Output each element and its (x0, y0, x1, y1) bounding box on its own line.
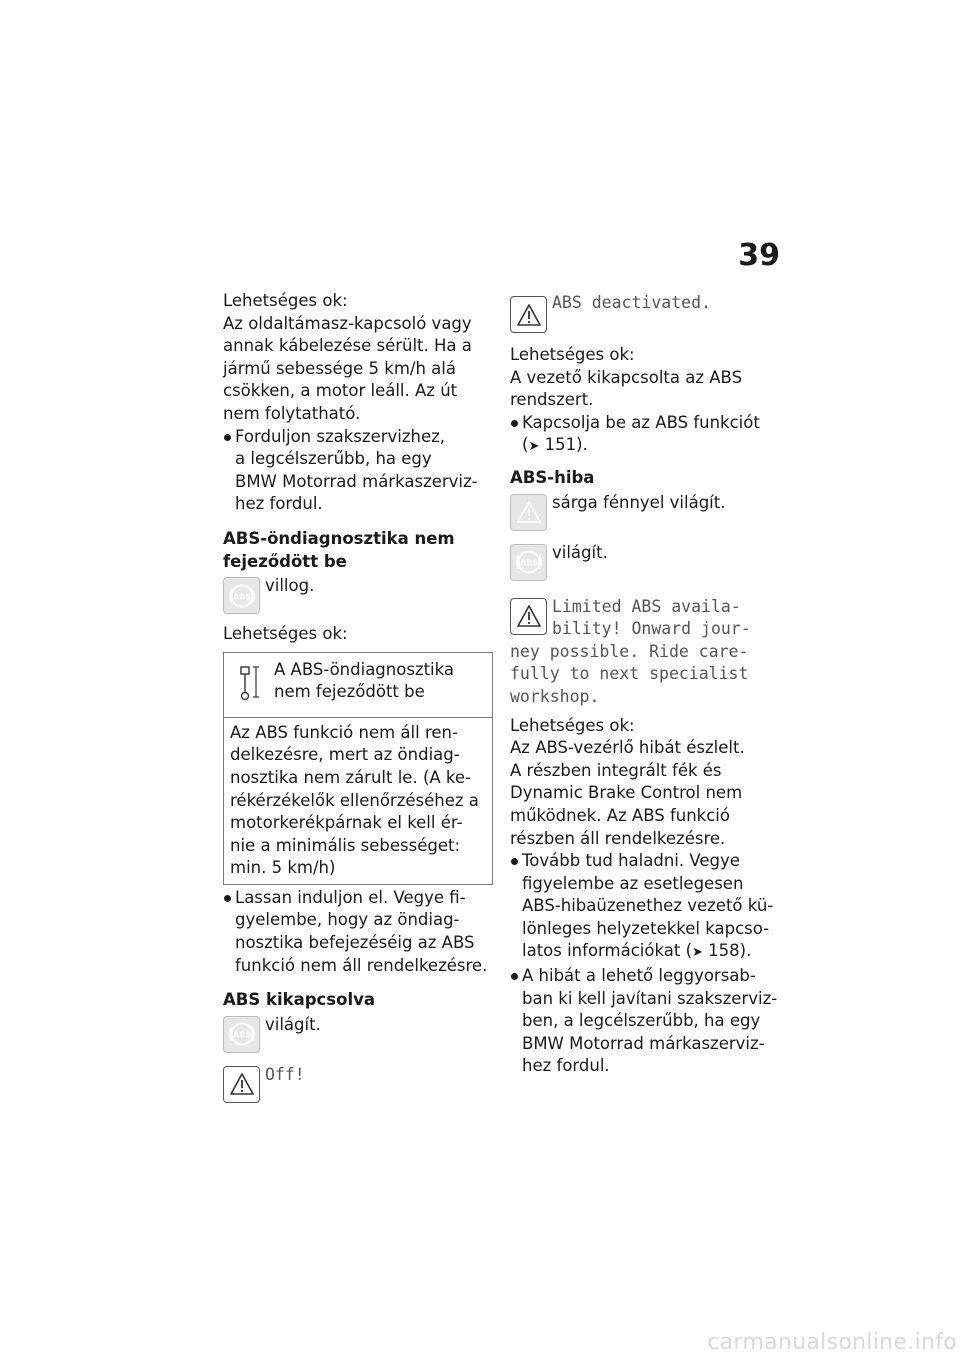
left-column (223, 290, 493, 1106)
display-message: Off! (265, 1064, 305, 1084)
right-p1-line: Lehetséges ok: (510, 345, 635, 364)
table-line: nosztika nem zárult le. (A ke- (230, 767, 471, 787)
right-p2-line: A részben integrált fék és (510, 760, 722, 780)
right-p2-line: részben áll rendelkezésre. (510, 828, 726, 848)
bullet-line: funkció nem áll rendelkezésre. (235, 955, 488, 975)
bullet-line: Forduljon szakszervizhez, (235, 426, 446, 446)
display-message-line: ney possible. Ride care- (510, 641, 749, 661)
left-bullet-2 (223, 887, 493, 977)
right-p1-line: A vezető kikapcsolta az ABS (510, 367, 743, 387)
display-message: ABS deactivated. (552, 293, 711, 312)
right-bullet-1 (510, 412, 785, 459)
page-number: 39 (738, 238, 780, 273)
svg-text:ABS: ABS (519, 558, 538, 568)
right-column (510, 290, 785, 1078)
self-diagnosis-icon (236, 663, 262, 707)
bullet-line: latos információkat (➤ 158). (522, 940, 785, 965)
right-bullet-3 (510, 965, 785, 1078)
right-bullet-2 (510, 850, 785, 965)
display-message-line: workshop. (510, 686, 600, 706)
info-table-header (224, 653, 492, 718)
display-message-row (223, 1064, 493, 1106)
bullet-line: hez fordul. (235, 494, 323, 514)
abs-warning-light-icon (223, 577, 260, 614)
indicator-text: világít. (552, 542, 608, 562)
right-p2-line: működnek. Az ABS funkció (510, 805, 730, 825)
abs-warning-light-icon (223, 1016, 260, 1053)
page-reference-arrow-icon: ➤ (528, 439, 540, 455)
warning-triangle-icon (223, 1066, 260, 1103)
warning-triangle-icon (510, 598, 547, 635)
section-heading (223, 528, 493, 573)
bullet-line: ABS-hibaüzenethez vezető kü- (522, 896, 774, 916)
left-p1-line: Lehetséges ok: (223, 291, 348, 310)
display-message-line: bility! Onward jour- (552, 619, 751, 639)
right-p2-line: Lehetséges ok: (510, 715, 635, 735)
indicator-text: sárga fénnyel világít. (552, 492, 726, 512)
left-p1-line: nem folytatható. (223, 403, 361, 423)
bullet-line: gyelembe, hogy az öndiag- (235, 910, 460, 930)
bullet-line: lönleges helyzetekkel kapcso- (522, 918, 770, 938)
bullet-line: hez fordul. (522, 1056, 610, 1076)
bullet-line: BMW Motorrad márkaszerviz- (235, 471, 478, 491)
indicator-text: világít. (265, 1014, 321, 1034)
table-line: motorkerékpárnak el kell ér- (230, 813, 463, 833)
left-p1-line: csökken, a motor leáll. Az út (223, 381, 458, 401)
bullet-line: nosztika befejezéséig az ABS (235, 933, 475, 953)
bullet-line: ban ki kell javítani szakszerviz- (522, 988, 778, 1008)
watermark: carmanualsonline.info (707, 1330, 957, 1355)
left-p1-line: Az oldaltámasz-kapcsoló vagy (223, 313, 472, 333)
section-heading: ABS-hiba (510, 467, 595, 487)
warning-triangle-icon (510, 296, 547, 333)
page-reference[interactable]: 151 (544, 435, 577, 455)
table-line: rékérzékelők ellenőrzéséhez a (230, 790, 479, 810)
info-table (223, 652, 493, 885)
display-message-line: Limited ABS availa- (552, 596, 741, 616)
table-header-line: nem fejeződött be (274, 682, 425, 702)
left-p1-line: jármű sebessége 5 km/h alá (223, 358, 456, 378)
indicator-row (510, 542, 785, 584)
bullet-line: Kapcsolja be az ABS funkciót (522, 412, 760, 432)
bullet-text: latos információkat (522, 941, 681, 961)
svg-text:ABS: ABS (232, 1030, 251, 1040)
bullet-line: A hibát a lehető leggyorsab- (522, 966, 756, 986)
bullet-line: BMW Motorrad márkaszerviz- (522, 1033, 765, 1053)
bullet-line: Tovább tud haladni. Vegye (522, 851, 740, 871)
bullet-line: figyelembe az esetlegesen (522, 873, 744, 893)
table-line: min. 5 km/h) (230, 858, 336, 878)
page-reference-arrow-icon: ➤ (692, 945, 703, 961)
indicator-row (510, 492, 785, 534)
right-p2-line: Az ABS-vezérlő hibát észlelt. (510, 738, 745, 758)
svg-text:ABS: ABS (232, 592, 251, 602)
heading-line: fejeződött be (223, 551, 347, 571)
bullet-line: ben, a legcélszerűbb, ha egy (522, 1011, 761, 1031)
display-message-row (510, 292, 785, 334)
bullet-line: (➤ 151). (522, 434, 785, 459)
left-p1-line: annak kábelezése sérült. Ha a (223, 336, 472, 356)
indicator-row (223, 1014, 493, 1056)
section-heading: ABS kikapcsolva (223, 990, 376, 1010)
table-line: Az ABS funkció nem áll ren- (230, 722, 458, 742)
left-bullet-1 (223, 426, 493, 516)
display-message-row (510, 596, 785, 641)
right-p2-line: Dynamic Brake Control nem (510, 783, 743, 803)
info-table-body (224, 718, 492, 884)
heading-line: ABS-öndiagnosztika nem (223, 528, 455, 548)
abs-warning-light-icon (510, 544, 547, 581)
bullet-line: Lassan induljon el. Vegye fi- (235, 887, 466, 907)
display-message-line: fully to next specialist (510, 664, 749, 684)
page-reference[interactable]: 158 (708, 941, 740, 961)
cause-label: Lehetséges ok: (223, 624, 348, 644)
indicator-text: villog. (265, 576, 315, 596)
table-line: nie a minimális sebességet: (230, 835, 461, 855)
right-p1-line: rendszert. (510, 390, 594, 410)
warning-triangle-icon (510, 494, 547, 531)
table-header-line: A ABS-öndiagnosztika (274, 659, 455, 679)
indicator-row (223, 575, 493, 617)
bullet-line: a legcélszerűbb, ha egy (235, 449, 432, 469)
table-line: delkezésre, mert az öndiag- (230, 745, 460, 765)
